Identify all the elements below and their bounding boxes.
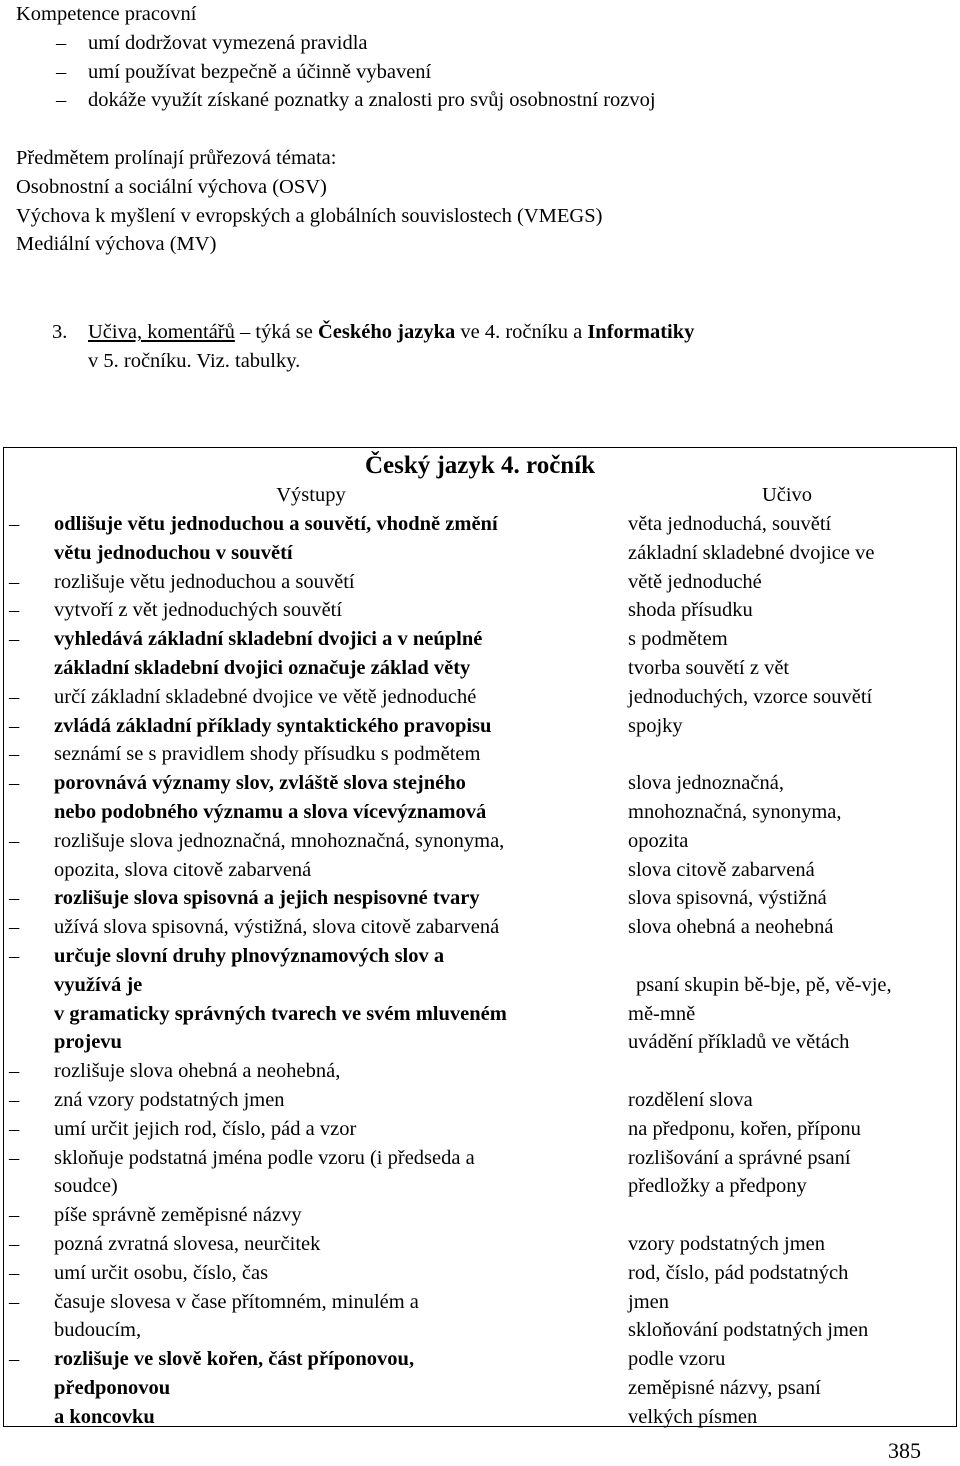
output-item: – seznámí se s pravidlem shody přísudku s podmětem [9, 743, 481, 766]
output-item-cont: využívá je [54, 973, 143, 996]
curriculum-item: opozita [628, 829, 689, 852]
output-item: – umí určit osobu, číslo, čas [9, 1261, 269, 1284]
cross-topic-item: Výchova k myšlení v evropských a globálních souvislostech (VMEGS) [16, 204, 603, 227]
output-item: – píše správně zeměpisné názvy [9, 1204, 302, 1227]
output-item-cont: projevu [54, 1031, 122, 1054]
curriculum-item: na předponu, kořen, příponu [628, 1117, 861, 1140]
intro-section [16, 0, 946, 259]
curriculum-item: jednoduchých, vzorce souvětí [628, 685, 873, 708]
cross-topic-item: Mediální výchova (MV) [16, 233, 217, 256]
curriculum-item: slova ohebná a neohebná [628, 916, 834, 939]
dash-bullet: – [56, 89, 67, 112]
output-item: – zná vzory podstatných jmen [9, 1088, 285, 1111]
curriculum-item: mě-mně [628, 1002, 696, 1025]
curriculum-item: velkých písmen [628, 1405, 758, 1428]
outputs-column [9, 510, 619, 1432]
section-underlined: Učiva, komentářů [88, 321, 235, 343]
output-item: – porovnává významy slov, zvláště slova stejného [9, 772, 466, 795]
output-item: – určuje slovní druhy plnovýznamových slov a [9, 944, 445, 967]
competence-item: – dokáže využít získané poznatky a znalosti pro svůj osobnostní rozvoj [16, 86, 946, 115]
curriculum-item: předložky a předpony [628, 1175, 807, 1198]
output-item-cont: základní skladební dvojici označuje základ věty [54, 656, 471, 679]
output-item-cont: větu jednoduchou v souvětí [54, 541, 293, 564]
competence-heading: Kompetence pracovní [16, 3, 197, 25]
curriculum-table [3, 447, 957, 1427]
dash-bullet: – [56, 31, 67, 54]
output-item: – vytvoří z vět jednoduchých souvětí [9, 599, 343, 622]
output-item: – rozlišuje větu jednoduchou a souvětí [9, 570, 355, 593]
curriculum-item: tvorba souvětí z vět [628, 656, 790, 679]
output-item: – užívá slova spisovná, výstižná, slova citově zabarvená [9, 916, 500, 939]
output-item-cont: a koncovku [54, 1405, 155, 1428]
curriculum-item: spojky [628, 714, 683, 737]
curriculum-item: mnohoznačná, synonyma, [628, 800, 842, 823]
output-item: – pozná zvratná slovesa, neurčitek [9, 1232, 321, 1255]
curriculum-item: rozlišování a správné psaní [628, 1146, 851, 1169]
output-item-cont: soudce) [54, 1175, 118, 1198]
curriculum-item: s podmětem [628, 628, 728, 651]
page-number: 385 [888, 1438, 921, 1463]
curriculum-item: vzory podstatných jmen [628, 1232, 825, 1255]
competence-item: – umí používat bezpečně a účinně vybavení [16, 58, 946, 87]
cross-topics [16, 144, 946, 259]
curriculum-item: podle vzoru [628, 1348, 726, 1371]
output-item: – určí základní skladebné dvojice ve větě jednoduché [9, 685, 477, 708]
section-heading: 3. Učiva, komentářů – týká se Českého jazyka ve 4. ročníku a Informatiky v 5. ročníku. Viz. tabulky. [52, 318, 932, 376]
column-header-outputs: Výstupy [276, 484, 346, 506]
output-item-cont: opozita, slova citově zabarvená [54, 858, 312, 881]
curriculum-column [628, 510, 954, 1432]
curriculum-item: jmen [628, 1290, 669, 1313]
competence-item: – umí dodržovat vymezená pravidla [16, 29, 946, 58]
output-item: – odlišuje větu jednoduchou a souvětí, vhodně změní [9, 513, 498, 535]
curriculum-item: psaní skupin bě-bje, pě, vě-vje, [636, 973, 892, 996]
output-item: – zvládá základní příklady syntaktického pravopisu [9, 714, 492, 737]
curriculum-item: rod, číslo, pád podstatných [628, 1261, 849, 1284]
cross-topics-heading: Předmětem prolínají průřezová témata: [16, 146, 337, 169]
output-item: – časuje slovesa v čase přítomném, minulém a [9, 1290, 419, 1313]
column-header-curriculum: Učivo [761, 484, 813, 506]
output-item: – umí určit jejich rod, číslo, pád a vzor [9, 1117, 357, 1140]
curriculum-item: slova citově zabarvená [628, 858, 815, 881]
curriculum-item: zeměpisné názvy, psaní [628, 1376, 821, 1399]
output-item-cont: v gramaticky správných tvarech ve svém mluveném [54, 1002, 507, 1025]
curriculum-item: věta jednoduchá, souvětí [628, 513, 832, 535]
dash-bullet: – [56, 60, 67, 83]
curriculum-item: slova spisovná, výstižná [628, 887, 827, 910]
output-item: – rozlišuje ve slově kořen, část příponovou, [9, 1348, 415, 1371]
output-item: – rozlišuje slova ohebná a neohebná, [9, 1060, 341, 1083]
output-item: – skloňuje podstatná jména podle vzoru (i předseda a [9, 1146, 475, 1169]
table-title: Český jazyk 4. ročník [364, 452, 596, 479]
output-item: – vyhledává základní skladební dvojici a v neúplné [9, 628, 483, 651]
curriculum-item: shoda přísudku [628, 599, 753, 622]
section-heading-line2: v 5. ročníku. Viz. tabulky. [88, 349, 301, 372]
curriculum-item: skloňování podstatných jmen [628, 1319, 869, 1342]
curriculum-item: uvádění příkladů ve větách [628, 1031, 850, 1054]
curriculum-item: větě jednoduché [628, 570, 762, 593]
curriculum-item: rozdělení slova [628, 1088, 753, 1111]
output-item-cont: nebo podobného významu a slova vícevýznamová [54, 800, 487, 823]
output-item-cont: budoucím, [54, 1319, 142, 1342]
section-number: 3. [52, 321, 68, 343]
output-item-cont: předponovou [54, 1376, 171, 1399]
cross-topic-item: Osobnostní a sociální výchova (OSV) [16, 175, 327, 198]
curriculum-item: slova jednoznačná, [628, 772, 784, 795]
output-item: – rozlišuje slova jednoznačná, mnohoznačná, synonyma, [9, 829, 505, 852]
curriculum-item: základní skladebné dvojice ve [628, 541, 875, 564]
output-item: – rozlišuje slova spisovná a jejich nespisovné tvary [9, 887, 480, 910]
